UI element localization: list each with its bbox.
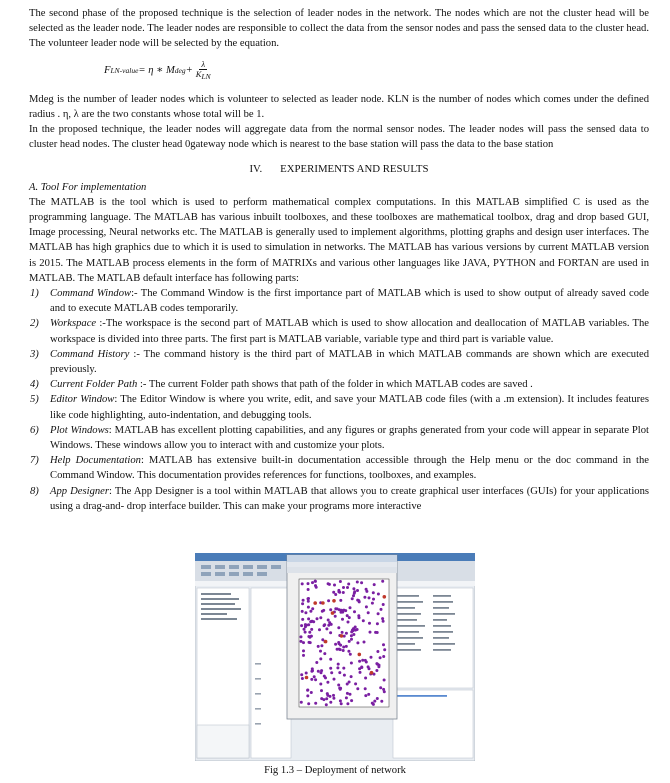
sensor-node [352, 633, 355, 636]
sensor-node [379, 686, 382, 689]
sensor-node [337, 626, 340, 629]
sensor-node [314, 584, 317, 587]
sensor-node [314, 580, 317, 583]
sensor-node [300, 624, 303, 627]
sensor-node [342, 649, 345, 652]
sensor-node [348, 681, 351, 684]
sensor-node [363, 596, 366, 599]
matlab-paragraph: The MATLAB is the tool which is used to perform mathematical complex computations. In this MATLAB simplified C is used as the programming language. The MATLAB has various inbuilt toolboxes, and these toolboxes are mathematical toolbox, drag and drop based GUI, Image processing, Neural networks etc. The MATLAB is generally used to implement algorithms, plotting graphs and design user interfaces. The MATLAB has high graphics due to which it is used to simulation in networks. The MATLAB has various versions by current MATLAB version is 2015. The MATLAB process elements in the form of MATRIXs and various other languages like JAVA, PYTHON and FORTAN are used in MATLAB. The MATLAB default interface has following parts: [29, 196, 649, 284]
sensor-node [319, 650, 322, 653]
sensor-node [359, 671, 362, 674]
section-title: EXPERIMENTS AND RESULTS [280, 163, 429, 176]
sensor-node [343, 674, 346, 677]
sensor-node [321, 638, 324, 641]
sensor-node [310, 691, 313, 694]
sensor-node [310, 678, 313, 681]
sensor-node [373, 583, 376, 586]
sensor-node [327, 624, 330, 627]
sensor-node [307, 588, 310, 591]
sensor-node [377, 665, 380, 668]
sensor-node [373, 700, 376, 703]
sensor-node [367, 665, 370, 668]
sensor-node [382, 603, 385, 606]
sensor-node [327, 619, 330, 622]
sensor-node [341, 618, 344, 621]
sensor-node [382, 643, 385, 646]
sensor-node [376, 697, 379, 700]
sensor-node [336, 607, 339, 610]
sensor-node [307, 617, 310, 620]
list-item: 7) Help Documentation: MATLAB has extensive built-in documentation accessible through the Help menu or the doc command in the Command Window. This documentation provides references for functions, toolboxes, and examples. [30, 455, 649, 482]
sensor-node [307, 606, 310, 609]
sensor-node [380, 608, 383, 611]
sensor-node [307, 623, 310, 626]
eq-lhs-sub: LN-value [110, 66, 139, 75]
sensor-node [360, 581, 363, 584]
sensor-node [311, 620, 314, 623]
leader-equation [104, 60, 649, 82]
sensor-node [301, 677, 304, 680]
cluster-head-node [331, 611, 335, 615]
sensor-node [358, 660, 361, 663]
sensor-node [332, 697, 335, 700]
sensor-node [316, 617, 319, 620]
sensor-node [382, 655, 385, 658]
sensor-node [334, 643, 337, 646]
sensor-node [349, 693, 352, 696]
sensor-node [307, 597, 310, 600]
sensor-node [329, 658, 332, 661]
sensor-node [380, 700, 383, 703]
sensor-node [364, 659, 367, 662]
sensor-node [306, 689, 309, 692]
sensor-node [333, 678, 336, 681]
cluster-head-node [332, 599, 336, 603]
sensor-node [353, 610, 356, 613]
sensor-node [376, 622, 379, 625]
sensor-node [328, 621, 331, 624]
sensor-node [336, 666, 339, 669]
command-window [251, 588, 291, 758]
section-heading [29, 162, 649, 177]
sensor-node [364, 694, 367, 697]
sensor-node [383, 690, 386, 693]
sensor-node [382, 620, 385, 623]
sensor-node [377, 593, 380, 596]
sensor-node [340, 611, 343, 614]
cluster-head-node [313, 601, 317, 605]
sensor-node [329, 631, 332, 634]
cluster-head-node [305, 676, 309, 680]
sensor-node [302, 654, 305, 657]
sensor-node [383, 679, 386, 682]
sensor-node [338, 671, 341, 674]
sensor-node [339, 699, 342, 702]
sensor-node [354, 629, 357, 632]
list-item: 6) Plot Windows: MATLAB has excellent plotting capabilities, and any figures or graphs generated from your code will appear in separate Plot Windows. These windows allow you to interact with and customize your plots. [30, 424, 649, 452]
sensor-node [354, 626, 357, 629]
sensor-node [356, 589, 359, 592]
sensor-node [349, 606, 352, 609]
sensor-node [334, 615, 337, 618]
sensor-node [332, 694, 335, 697]
sensor-node [303, 628, 306, 631]
sensor-node [300, 673, 303, 676]
sensor-node [320, 669, 323, 672]
sensor-node [365, 590, 368, 593]
sensor-node [347, 650, 350, 653]
sensor-node [307, 582, 310, 585]
list-item: 2) Workspace :-The workspace is the second part of MATLAB which is used to show allocation and deallocation of MATLAB variables. The workspace is divided into three parts. The first part is MATLAB variable, variable type and third part is variable value. [30, 318, 649, 345]
sensor-node [358, 600, 361, 603]
sensor-node [345, 696, 348, 699]
sensor-node [332, 591, 335, 594]
sensor-node [323, 652, 326, 655]
subsection-heading: A. Tool For implementation [29, 181, 147, 193]
sensor-node [356, 641, 359, 644]
sensor-node [364, 687, 367, 690]
sensor-node [339, 599, 342, 602]
sensor-node [301, 610, 304, 613]
sensor-node [369, 631, 372, 634]
sensor-node [356, 581, 359, 584]
sensor-node [339, 687, 342, 690]
sensor-node [348, 616, 351, 619]
sensor-node [318, 628, 321, 631]
sensor-node [337, 684, 340, 687]
list-item: 5) Editor Window: The Editor Window is where you write, edit, and save your MATLAB code files (with a .m extension). It includes features like code highlighting, auto-indentation, and debugging tools. [30, 394, 649, 421]
sensor-node [383, 648, 386, 651]
sensor-node [320, 697, 323, 700]
cluster-head-node [321, 601, 325, 605]
matlab-screenshot-figure [195, 553, 475, 761]
sensor-node [319, 616, 322, 619]
list-item: 3) Command History :- The command history is the third part of MATLAB in which MATLAB commands are shown which are executed previously. [30, 348, 650, 376]
sensor-node [329, 667, 332, 670]
command-history-panel [393, 690, 473, 758]
sensor-node [342, 667, 345, 670]
sensor-node [341, 631, 344, 634]
sensor-node [376, 650, 379, 653]
intro-paragraph: The second phase of the proposed technique is the selection of leader nodes in the network. The nodes which are not the cluster head will be selected as the leader node. The leader nodes are responsible to collect the data from the sensor nodes and pass the sensed data to the cluster head. The volunteer leader node will be selected by the equation. [29, 8, 649, 50]
sensor-node [375, 662, 378, 665]
sensor-node [325, 703, 328, 706]
sensor-node [340, 702, 343, 705]
sensor-node [314, 702, 317, 705]
sensor-node [337, 641, 340, 644]
sensor-node [301, 618, 304, 621]
sensor-node [305, 672, 308, 675]
sensor-node [330, 671, 333, 674]
eq-plus: + [185, 65, 193, 76]
sensor-node [325, 627, 328, 630]
sensor-node [317, 670, 320, 673]
list-item: 1) Command Window:- The Command Window is the first importance part of MATLAB which is used to show output of already saved code and to execute MATLAB codes temporarily. [30, 288, 650, 315]
sensor-node [314, 678, 317, 681]
sensor-node [339, 580, 342, 583]
sensor-node [310, 628, 313, 631]
sensor-node [367, 611, 370, 614]
sensor-node [371, 602, 374, 605]
sensor-node [329, 608, 332, 611]
sensor-node [308, 641, 311, 644]
sensor-node [346, 692, 349, 695]
figure-menu-bar [287, 562, 397, 567]
sensor-node [347, 621, 350, 624]
sensor-node [365, 605, 368, 608]
eq-lhs: F [104, 65, 111, 76]
sensor-node [356, 687, 359, 690]
sensor-node [350, 699, 353, 702]
eq-frac-num: λ [201, 59, 206, 70]
sensor-node [362, 619, 365, 622]
sensor-node [307, 702, 310, 705]
sensor-node [338, 648, 341, 651]
sensor-node [302, 649, 305, 652]
sensor-node [379, 656, 382, 659]
sensor-node [306, 694, 309, 697]
sensor-node [326, 694, 329, 697]
sensor-node [344, 609, 347, 612]
sensor-node [347, 583, 350, 586]
sensor-node [348, 640, 351, 643]
sensor-node [351, 597, 354, 600]
sensor-node [302, 641, 305, 644]
sensor-node [381, 580, 384, 583]
sensor-node [346, 702, 349, 705]
sensor-node [360, 666, 363, 669]
sensor-node [358, 616, 361, 619]
sensor-node [301, 602, 304, 605]
sensor-node [350, 662, 353, 665]
cluster-head-node [324, 640, 328, 644]
mdeg-paragraph: Mdeg is the number of leader nodes which is volunteer to selected as leader node. KLN is the number of nodes which comes under the defined radius . η, λ are the two constants whose total will be 1. [29, 93, 649, 120]
sensor-node [345, 645, 348, 648]
history-entry [397, 695, 447, 697]
sensor-node [311, 581, 314, 584]
plot-axes [299, 579, 389, 707]
sensor-node [370, 656, 373, 659]
sensor-node [350, 638, 353, 641]
sensor-node [337, 590, 340, 593]
eq-fraction [196, 60, 211, 81]
sensor-node [304, 631, 307, 634]
sensor-node [339, 644, 342, 647]
sensor-node [320, 689, 323, 692]
sensor-node [374, 631, 377, 634]
sensor-node [368, 622, 371, 625]
sensor-node [309, 610, 312, 613]
list-item: 8) App Designer: The App Designer is a tool within MATLAB that allows you to create graphical user interfaces (GUIs) for your applications using a drag-and- drop interface builder. This can make your programs more interactive [30, 485, 649, 512]
sensor-node [300, 635, 303, 638]
cluster-head-node [383, 595, 387, 599]
sensor-node [350, 675, 353, 678]
sensor-node [352, 587, 355, 590]
eq-mid: = η ∗ M [138, 65, 175, 76]
sensor-node [364, 677, 367, 680]
sensor-node [346, 586, 349, 589]
sensor-node [363, 641, 366, 644]
sensor-node [311, 667, 314, 670]
sensor-node [319, 657, 322, 660]
sensor-node [300, 701, 303, 704]
section-number: IV. [249, 163, 263, 176]
matlab-parts-list [29, 286, 649, 514]
cluster-head-node [358, 653, 362, 657]
sensor-node [349, 653, 352, 656]
sensor-node [333, 584, 336, 587]
cluster-head-node [370, 671, 374, 675]
sensor-node [311, 607, 314, 610]
sensor-node [323, 623, 326, 626]
sensor-node [301, 582, 304, 585]
sensor-node [317, 645, 320, 648]
sensor-node [368, 596, 371, 599]
sensor-node [325, 697, 328, 700]
sensor-node [381, 617, 384, 620]
sensor-node [323, 675, 326, 678]
cluster-head-node [340, 634, 344, 638]
paper-page [29, 6, 649, 514]
sensor-node [371, 702, 374, 705]
proposed-paragraph: In the proposed technique, the leader nodes will aggregate data from the normal sensor nodes. The leader nodes will pass the sensed data to cluster head nodes. The cluster head 0gateway node which is nearest to the base station will pass the data to the base station [29, 124, 649, 151]
sensor-node [304, 623, 307, 626]
sensor-node [372, 591, 375, 594]
sensor-node [329, 701, 332, 704]
list-item: 4) Current Folder Path :- The current Folder path shows that path of the folder in which MATLAB codes are saved . [30, 379, 533, 391]
sensor-node [321, 610, 324, 613]
sensor-node [377, 612, 380, 615]
eq-mid-sub: deg [174, 66, 186, 75]
sensor-node [352, 594, 355, 597]
details-panel [197, 725, 249, 758]
sensor-node [334, 593, 337, 596]
sensor-node [337, 663, 340, 666]
sensor-node [304, 611, 307, 614]
sensor-node [308, 631, 311, 634]
sensor-node [319, 683, 322, 686]
figure-toolbar [287, 567, 397, 573]
sensor-node [375, 669, 378, 672]
sensor-node [345, 632, 348, 635]
sensor-node [372, 598, 375, 601]
eq-frac-den: KLN [195, 69, 211, 82]
sensor-node [313, 675, 316, 678]
sensor-node [361, 659, 364, 662]
sensor-node [354, 682, 357, 685]
figure-caption: Fig 1.3 – Deployment of network [264, 765, 406, 776]
sensor-node [342, 646, 345, 649]
sensor-node [327, 599, 330, 602]
sensor-node [326, 681, 329, 684]
sensor-node [328, 583, 331, 586]
sensor-node [320, 644, 323, 647]
figure-window-titlebar [287, 555, 397, 562]
sensor-node [315, 661, 318, 664]
sensor-node [367, 693, 370, 696]
sensor-node [342, 591, 345, 594]
sensor-node [302, 599, 305, 602]
sensor-node [307, 635, 310, 638]
sensor-node [342, 586, 345, 589]
